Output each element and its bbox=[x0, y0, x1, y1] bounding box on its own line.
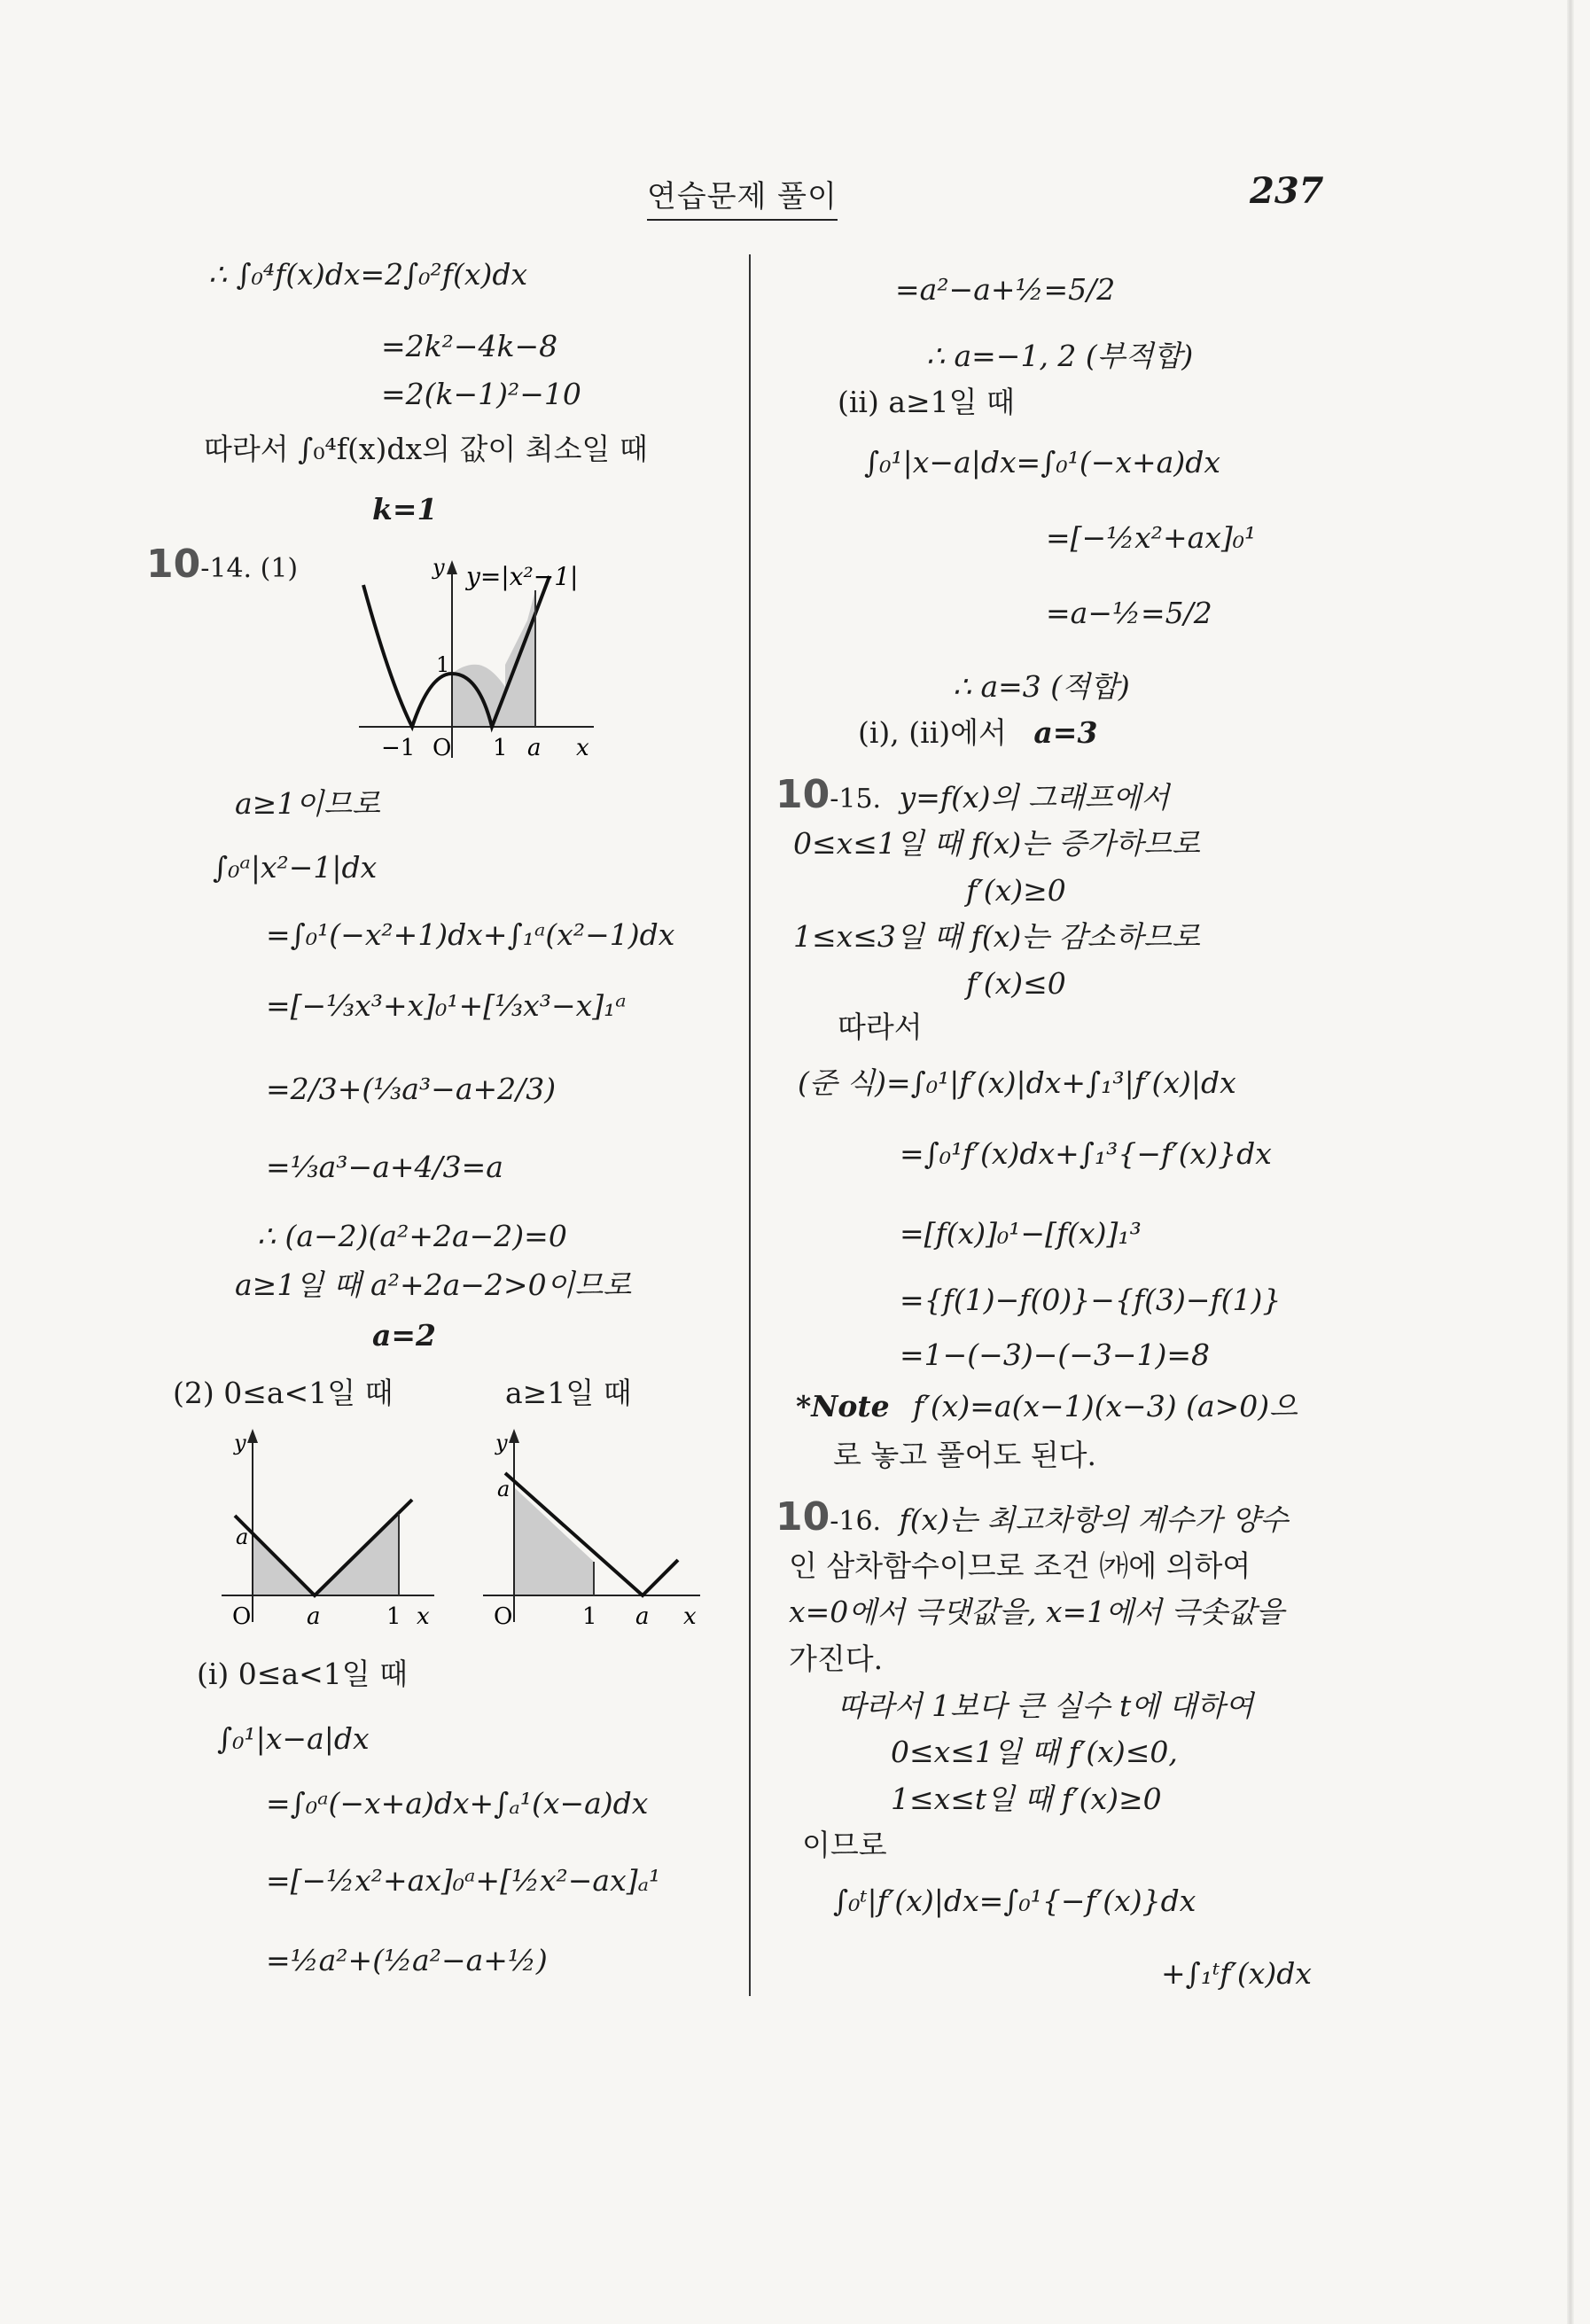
right-line-7: ∴ a=3 (적합) bbox=[953, 669, 1130, 704]
right-line-5: =[−½x²+ax]₀¹ bbox=[1046, 520, 1257, 555]
right-line-21: 로 놓고 풀어도 된다. bbox=[833, 1438, 1096, 1472]
right-line-15: (준 식)=∫₀¹|f′(x)|dx+∫₁³|f′(x)|dx bbox=[798, 1065, 1236, 1100]
right-line-20 bbox=[796, 1389, 1298, 1423]
right-line-27: 0≤x≤1일 때 f′(x)≤0, bbox=[891, 1735, 1178, 1769]
problem-10-15-suffix: -15. bbox=[830, 784, 882, 815]
right-line-25: 가진다. bbox=[789, 1642, 884, 1676]
problem-10-16-suffix: -16. bbox=[830, 1506, 882, 1537]
left-line-18: =∫₀ᵃ(−x+a)dx+∫ₐ¹(x−a)dx bbox=[266, 1786, 649, 1821]
right-line-29: 이므로 bbox=[802, 1828, 887, 1862]
left-line-4: 따라서 ∫₀⁴f(x)dx의 값이 최소일 때 bbox=[204, 432, 648, 466]
graph1-one-y: 1 bbox=[436, 652, 450, 677]
right-line-18: ={f(1)−f(0)}−{f(3)−f(1)} bbox=[900, 1283, 1282, 1317]
right-line-16: =∫₀¹f′(x)dx+∫₁³{−f′(x)}dx bbox=[900, 1136, 1272, 1171]
graph3-y-label: y bbox=[495, 1431, 508, 1455]
right-line-17: =[f(x)]₀¹−[f(x)]₁³ bbox=[900, 1216, 1142, 1251]
left-line-20: =½a²+(½a²−a+½) bbox=[266, 1943, 548, 1977]
graph1-shaded-region-2 bbox=[505, 590, 535, 727]
graph1-y-label: y bbox=[433, 555, 445, 580]
right-line-2: ∴ a=−1, 2 (부적합) bbox=[926, 339, 1194, 373]
left-line-1: ∴ ∫₀⁴f(x)dx=2∫₀²f(x)dx bbox=[208, 257, 528, 292]
graph1-neg-one: −1 bbox=[381, 735, 416, 761]
graph1-a: a bbox=[527, 735, 542, 761]
graph1-function-label: y=|x²−1| bbox=[466, 562, 579, 591]
graph1-one: 1 bbox=[493, 735, 508, 761]
right-line-11: f′(x)≥0 bbox=[966, 873, 1066, 908]
left-line-14-answer: a=2 bbox=[372, 1318, 436, 1353]
problem-10-16-label bbox=[776, 1494, 1289, 1540]
left-line-19: =[−½x²+ax]₀ᵃ+[½x²−ax]ₐ¹ bbox=[266, 1863, 661, 1898]
left-line-9: =[−⅓x³+x]₀¹+[⅓x³−x]₁ᵃ bbox=[266, 988, 627, 1023]
graph3-a: a bbox=[635, 1603, 650, 1630]
left-line-3: =2(k−1)²−10 bbox=[381, 377, 581, 411]
left-line-10: =2/3+(⅓a³−a+2/3) bbox=[266, 1072, 557, 1106]
right-line-6: =a−½=5/2 bbox=[1046, 596, 1212, 630]
right-line-9: y=f(x)의 그래프에서 bbox=[899, 780, 1170, 815]
right-line-4: ∫₀¹|x−a|dx=∫₀¹(−x+a)dx bbox=[864, 445, 1220, 480]
right-line-3: (ii) a≥1일 때 bbox=[838, 385, 1015, 419]
right-line-22: f(x)는 최고차항의 계수가 양수 bbox=[899, 1502, 1289, 1537]
column-divider bbox=[749, 254, 751, 1996]
right-line-26: 따라서 1보다 큰 실수 t에 대하여 bbox=[838, 1688, 1254, 1723]
left-line-13: a≥1일 때 a²+2a−2>0이므로 bbox=[235, 1267, 632, 1302]
problem-10-16-number: 10 bbox=[776, 1494, 830, 1540]
problem-10-15-label bbox=[776, 772, 1170, 817]
graph2-x-label: x bbox=[417, 1603, 430, 1630]
left-line-16: (i) 0≤a<1일 때 bbox=[197, 1657, 409, 1691]
graph1-origin: O bbox=[433, 735, 452, 761]
problem-10-14-suffix: -14. (1) bbox=[200, 553, 299, 584]
graph-case-a-less-than-1 bbox=[213, 1418, 452, 1640]
left-line-11: =⅓a³−a+4/3=a bbox=[266, 1150, 503, 1184]
graph2-y-label: y bbox=[234, 1431, 246, 1455]
right-line-12: 1≤x≤3일 때 f(x)는 감소하므로 bbox=[793, 919, 1200, 954]
right-line-10: 0≤x≤1일 때 f(x)는 증가하므로 bbox=[793, 826, 1200, 861]
left-line-2: =2k²−4k−8 bbox=[381, 329, 558, 363]
note-text: f′(x)=a(x−1)(x−3) (a>0)으 bbox=[913, 1389, 1298, 1423]
right-line-14: 따라서 bbox=[838, 1010, 923, 1044]
graph-abs-x2-minus-1 bbox=[346, 550, 638, 771]
right-line-1: =a²−a+½=5/2 bbox=[895, 272, 1116, 307]
graph2-origin: O bbox=[232, 1603, 252, 1630]
graph3-one: 1 bbox=[582, 1603, 597, 1630]
right-line-24: x=0에서 극댓값을, x=1에서 극솟값을 bbox=[789, 1595, 1285, 1629]
page-edge bbox=[1567, 0, 1574, 2324]
problem-10-14-number: 10 bbox=[146, 542, 201, 587]
left-line-15b: a≥1일 때 bbox=[505, 1376, 632, 1410]
page-number: 237 bbox=[1250, 170, 1324, 212]
left-line-12: ∴ (a−2)(a²+2a−2)=0 bbox=[257, 1219, 567, 1253]
graph2-one: 1 bbox=[386, 1603, 401, 1630]
right-line-8 bbox=[858, 715, 1098, 750]
right-line-19: =1−(−3)−(−3−1)=8 bbox=[900, 1337, 1211, 1372]
left-line-6: a≥1이므로 bbox=[235, 786, 380, 821]
right-line-31: +∫₁ᵗf′(x)dx bbox=[1161, 1956, 1313, 1991]
left-line-7: ∫₀ᵃ|x²−1|dx bbox=[213, 850, 378, 885]
note-label: *Note bbox=[796, 1389, 890, 1423]
graph2-a-axis: a bbox=[236, 1525, 249, 1549]
right-line-8-answer: a=3 bbox=[1033, 715, 1098, 750]
graph2-a: a bbox=[307, 1603, 321, 1630]
graph-case-a-ge-1 bbox=[474, 1418, 713, 1640]
right-line-23: 인 삼차함수이므로 조건 ㈎에 의하여 bbox=[789, 1548, 1251, 1583]
graph3-x-label: x bbox=[683, 1603, 697, 1630]
right-line-13: f′(x)≤0 bbox=[966, 966, 1066, 1001]
graph3-a-axis: a bbox=[497, 1477, 511, 1501]
right-line-8-text: (i), (ii)에서 bbox=[858, 715, 1007, 750]
problem-10-15-number: 10 bbox=[776, 772, 830, 817]
left-line-8: =∫₀¹(−x²+1)dx+∫₁ᵃ(x²−1)dx bbox=[266, 917, 675, 952]
problem-10-14-label bbox=[146, 542, 299, 587]
right-line-30: ∫₀ᵗ|f′(x)|dx=∫₀¹{−f′(x)}dx bbox=[833, 1883, 1196, 1918]
right-line-28: 1≤x≤t일 때 f′(x)≥0 bbox=[891, 1782, 1162, 1816]
left-line-15: (2) 0≤a<1일 때 bbox=[173, 1376, 394, 1410]
left-line-17: ∫₀¹|x−a|dx bbox=[217, 1721, 370, 1756]
graph1-x-label: x bbox=[576, 735, 589, 761]
page-header-title: 연습문제 풀이 bbox=[647, 172, 838, 221]
graph3-origin: O bbox=[494, 1603, 513, 1630]
left-line-5-answer: k=1 bbox=[372, 492, 438, 526]
